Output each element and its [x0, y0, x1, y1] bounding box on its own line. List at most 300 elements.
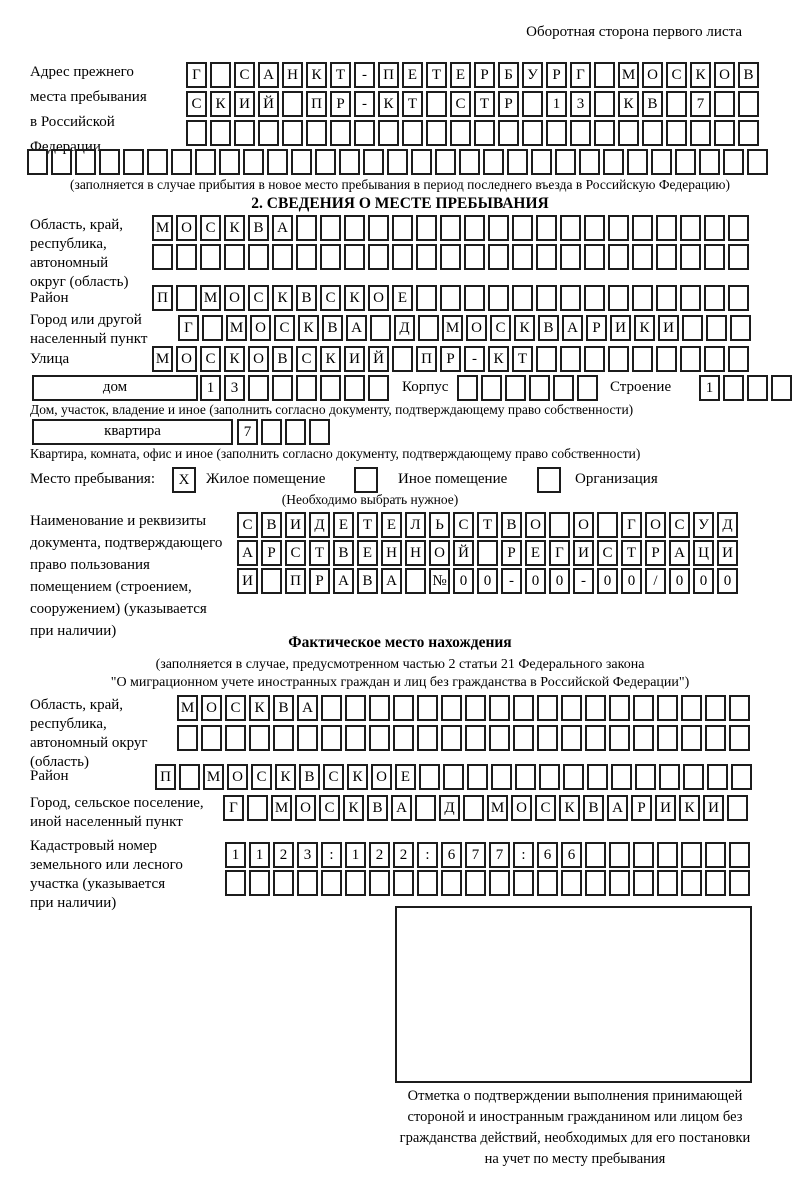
char-cell[interactable]	[457, 375, 478, 401]
char-cell[interactable]: 6	[537, 842, 558, 868]
char-cell[interactable]	[309, 419, 330, 445]
char-cell[interactable]	[297, 725, 318, 751]
char-cell[interactable]	[609, 695, 630, 721]
char-cell[interactable]: К	[224, 215, 245, 241]
char-cell[interactable]: В	[357, 568, 378, 594]
char-cell[interactable]	[570, 120, 591, 146]
char-cell[interactable]: Г	[549, 540, 570, 566]
char-cell[interactable]: Б	[498, 62, 519, 88]
char-cell[interactable]	[738, 91, 759, 117]
char-cell[interactable]	[563, 764, 584, 790]
char-cell[interactable]	[505, 375, 526, 401]
char-cell[interactable]	[675, 149, 696, 175]
char-cell[interactable]	[369, 695, 390, 721]
char-cell[interactable]: С	[666, 62, 687, 88]
char-cell[interactable]: К	[210, 91, 231, 117]
char-cell[interactable]	[363, 149, 384, 175]
char-cell[interactable]	[441, 725, 462, 751]
char-cell[interactable]: С	[285, 540, 306, 566]
char-cell[interactable]	[585, 842, 606, 868]
char-cell[interactable]: 7	[237, 419, 258, 445]
char-cell[interactable]	[539, 764, 560, 790]
char-cell[interactable]: Г	[186, 62, 207, 88]
char-cell[interactable]	[392, 244, 413, 270]
char-cell[interactable]	[512, 285, 533, 311]
char-cell[interactable]	[465, 695, 486, 721]
char-cell[interactable]: 1	[225, 842, 246, 868]
char-cell[interactable]	[368, 375, 389, 401]
char-cell[interactable]	[297, 870, 318, 896]
char-cell[interactable]	[680, 346, 701, 372]
char-cell[interactable]	[177, 725, 198, 751]
char-cell[interactable]: П	[285, 568, 306, 594]
char-cell[interactable]: О	[511, 795, 532, 821]
char-cell[interactable]	[225, 870, 246, 896]
char-cell[interactable]: 1	[249, 842, 270, 868]
char-cell[interactable]	[723, 375, 744, 401]
char-cell[interactable]: 1	[546, 91, 567, 117]
char-cell[interactable]	[609, 725, 630, 751]
char-cell[interactable]	[704, 215, 725, 241]
char-cell[interactable]	[536, 215, 557, 241]
char-cell[interactable]: С	[248, 285, 269, 311]
char-cell[interactable]	[344, 215, 365, 241]
char-cell[interactable]	[200, 244, 221, 270]
char-cell[interactable]: 3	[570, 91, 591, 117]
char-cell[interactable]	[186, 120, 207, 146]
char-cell[interactable]: Р	[645, 540, 666, 566]
char-cell[interactable]	[489, 870, 510, 896]
char-cell[interactable]: Е	[450, 62, 471, 88]
char-cell[interactable]: С	[200, 346, 221, 372]
char-cell[interactable]: К	[347, 764, 368, 790]
char-cell[interactable]: 0	[453, 568, 474, 594]
char-cell[interactable]: С	[453, 512, 474, 538]
char-cell[interactable]: С	[597, 540, 618, 566]
char-cell[interactable]	[219, 149, 240, 175]
char-cell[interactable]	[267, 149, 288, 175]
char-cell[interactable]: Р	[309, 568, 330, 594]
char-cell[interactable]	[179, 764, 200, 790]
char-cell[interactable]: В	[248, 215, 269, 241]
char-cell[interactable]	[489, 725, 510, 751]
char-cell[interactable]	[201, 725, 222, 751]
char-cell[interactable]	[176, 244, 197, 270]
char-cell[interactable]	[152, 244, 173, 270]
char-cell[interactable]	[651, 149, 672, 175]
char-cell[interactable]: 2	[393, 842, 414, 868]
char-cell[interactable]: Р	[546, 62, 567, 88]
char-cell[interactable]: А	[297, 695, 318, 721]
char-cell[interactable]	[690, 120, 711, 146]
char-cell[interactable]: 3	[224, 375, 245, 401]
char-cell[interactable]: В	[538, 315, 559, 341]
char-cell[interactable]	[515, 764, 536, 790]
char-cell[interactable]	[618, 120, 639, 146]
char-cell[interactable]: С	[274, 315, 295, 341]
char-cell[interactable]: Т	[477, 512, 498, 538]
char-cell[interactable]	[681, 842, 702, 868]
char-cell[interactable]	[657, 695, 678, 721]
char-cell[interactable]: 7	[489, 842, 510, 868]
char-cell[interactable]: К	[378, 91, 399, 117]
char-cell[interactable]	[488, 215, 509, 241]
char-cell[interactable]	[248, 244, 269, 270]
char-cell[interactable]: 0	[693, 568, 714, 594]
char-cell[interactable]	[632, 215, 653, 241]
char-cell[interactable]: 2	[369, 842, 390, 868]
char-cell[interactable]	[273, 870, 294, 896]
char-cell[interactable]	[417, 725, 438, 751]
char-cell[interactable]	[747, 375, 768, 401]
char-cell[interactable]	[99, 149, 120, 175]
char-cell[interactable]: О	[201, 695, 222, 721]
char-cell[interactable]	[320, 244, 341, 270]
char-cell[interactable]	[321, 695, 342, 721]
char-cell[interactable]: О	[227, 764, 248, 790]
char-cell[interactable]	[560, 285, 581, 311]
char-cell[interactable]	[609, 870, 630, 896]
char-cell[interactable]	[529, 375, 550, 401]
char-cell[interactable]	[728, 346, 749, 372]
char-cell[interactable]	[656, 285, 677, 311]
char-cell[interactable]: О	[248, 346, 269, 372]
char-cell[interactable]	[481, 375, 502, 401]
char-cell[interactable]	[417, 695, 438, 721]
char-cell[interactable]: Й	[258, 91, 279, 117]
char-cell[interactable]: С	[234, 62, 255, 88]
char-cell[interactable]: К	[344, 285, 365, 311]
char-cell[interactable]	[531, 149, 552, 175]
char-cell[interactable]: Р	[330, 91, 351, 117]
char-cell[interactable]	[258, 120, 279, 146]
char-cell[interactable]: 7	[465, 842, 486, 868]
char-cell[interactable]	[560, 244, 581, 270]
char-cell[interactable]: К	[679, 795, 700, 821]
char-cell[interactable]	[369, 870, 390, 896]
char-cell[interactable]	[512, 215, 533, 241]
char-cell[interactable]: /	[645, 568, 666, 594]
char-cell[interactable]: С	[320, 285, 341, 311]
char-cell[interactable]	[513, 725, 534, 751]
char-cell[interactable]: Е	[402, 62, 423, 88]
char-cell[interactable]: О	[250, 315, 271, 341]
char-cell[interactable]	[296, 375, 317, 401]
char-cell[interactable]	[594, 120, 615, 146]
char-cell[interactable]	[560, 215, 581, 241]
char-cell[interactable]: С	[200, 215, 221, 241]
char-cell[interactable]: М	[271, 795, 292, 821]
char-cell[interactable]	[405, 568, 426, 594]
char-cell[interactable]: В	[299, 764, 320, 790]
char-cell[interactable]	[546, 120, 567, 146]
char-cell[interactable]	[608, 285, 629, 311]
char-cell[interactable]	[681, 725, 702, 751]
char-cell[interactable]	[464, 215, 485, 241]
char-cell[interactable]	[587, 764, 608, 790]
char-cell[interactable]	[443, 764, 464, 790]
char-cell[interactable]: С	[296, 346, 317, 372]
char-cell[interactable]	[378, 120, 399, 146]
char-cell[interactable]	[659, 764, 680, 790]
char-cell[interactable]	[123, 149, 144, 175]
char-cell[interactable]: И	[655, 795, 676, 821]
char-cell[interactable]	[560, 346, 581, 372]
char-cell[interactable]: Д	[717, 512, 738, 538]
char-cell[interactable]	[594, 62, 615, 88]
char-cell[interactable]: О	[429, 540, 450, 566]
char-cell[interactable]	[344, 244, 365, 270]
char-cell[interactable]	[609, 842, 630, 868]
char-cell[interactable]: В	[296, 285, 317, 311]
char-cell[interactable]	[426, 91, 447, 117]
char-cell[interactable]	[440, 215, 461, 241]
char-cell[interactable]: С	[186, 91, 207, 117]
char-cell[interactable]	[417, 870, 438, 896]
char-cell[interactable]: А	[333, 568, 354, 594]
checkbox-other-premises[interactable]	[354, 467, 378, 493]
char-cell[interactable]	[272, 375, 293, 401]
char-cell[interactable]	[249, 870, 270, 896]
char-cell[interactable]: 3	[297, 842, 318, 868]
checkbox-residential[interactable]: X	[172, 467, 196, 493]
char-cell[interactable]	[705, 870, 726, 896]
char-cell[interactable]	[633, 725, 654, 751]
char-cell[interactable]: О	[645, 512, 666, 538]
char-cell[interactable]: М	[487, 795, 508, 821]
char-cell[interactable]: 1	[345, 842, 366, 868]
char-cell[interactable]: А	[381, 568, 402, 594]
char-cell[interactable]	[354, 120, 375, 146]
char-cell[interactable]	[657, 870, 678, 896]
char-cell[interactable]: Р	[261, 540, 282, 566]
char-cell[interactable]	[273, 725, 294, 751]
char-cell[interactable]	[608, 215, 629, 241]
char-cell[interactable]: С	[319, 795, 340, 821]
char-cell[interactable]	[248, 375, 269, 401]
char-cell[interactable]	[584, 285, 605, 311]
char-cell[interactable]	[450, 120, 471, 146]
char-cell[interactable]	[507, 149, 528, 175]
char-cell[interactable]: 6	[561, 842, 582, 868]
char-cell[interactable]: К	[559, 795, 580, 821]
char-cell[interactable]	[392, 215, 413, 241]
char-cell[interactable]: Ь	[429, 512, 450, 538]
char-cell[interactable]: В	[272, 346, 293, 372]
char-cell[interactable]: Н	[381, 540, 402, 566]
char-cell[interactable]: В	[501, 512, 522, 538]
char-cell[interactable]: К	[634, 315, 655, 341]
char-cell[interactable]	[247, 795, 268, 821]
char-cell[interactable]	[339, 149, 360, 175]
char-cell[interactable]	[522, 120, 543, 146]
char-cell[interactable]	[705, 842, 726, 868]
char-cell[interactable]: И	[703, 795, 724, 821]
char-cell[interactable]	[584, 215, 605, 241]
char-cell[interactable]	[296, 244, 317, 270]
char-cell[interactable]	[176, 285, 197, 311]
char-cell[interactable]	[393, 870, 414, 896]
char-cell[interactable]	[315, 149, 336, 175]
char-cell[interactable]: 1	[699, 375, 720, 401]
char-cell[interactable]	[368, 215, 389, 241]
char-cell[interactable]: Й	[368, 346, 389, 372]
char-cell[interactable]: К	[690, 62, 711, 88]
char-cell[interactable]: Д	[439, 795, 460, 821]
char-cell[interactable]	[387, 149, 408, 175]
char-cell[interactable]: Т	[621, 540, 642, 566]
char-cell[interactable]	[728, 215, 749, 241]
char-cell[interactable]	[635, 764, 656, 790]
char-cell[interactable]: С	[225, 695, 246, 721]
char-cell[interactable]	[27, 149, 48, 175]
char-cell[interactable]	[585, 695, 606, 721]
char-cell[interactable]	[464, 244, 485, 270]
char-cell[interactable]: О	[525, 512, 546, 538]
char-cell[interactable]: Р	[631, 795, 652, 821]
char-cell[interactable]: 0	[549, 568, 570, 594]
char-cell[interactable]: И	[344, 346, 365, 372]
char-cell[interactable]: М	[177, 695, 198, 721]
char-cell[interactable]: О	[176, 215, 197, 241]
char-cell[interactable]	[585, 725, 606, 751]
char-cell[interactable]: Е	[392, 285, 413, 311]
char-cell[interactable]: И	[234, 91, 255, 117]
char-cell[interactable]	[435, 149, 456, 175]
char-cell[interactable]: -	[354, 91, 375, 117]
char-cell[interactable]	[536, 244, 557, 270]
char-cell[interactable]: В	[333, 540, 354, 566]
char-cell[interactable]	[608, 244, 629, 270]
char-cell[interactable]	[483, 149, 504, 175]
char-cell[interactable]: 0	[717, 568, 738, 594]
char-cell[interactable]: Т	[402, 91, 423, 117]
char-cell[interactable]	[729, 725, 750, 751]
char-cell[interactable]	[419, 764, 440, 790]
char-cell[interactable]: К	[343, 795, 364, 821]
char-cell[interactable]: В	[322, 315, 343, 341]
char-cell[interactable]	[714, 120, 735, 146]
char-cell[interactable]: В	[261, 512, 282, 538]
char-cell[interactable]: О	[224, 285, 245, 311]
char-cell[interactable]: М	[200, 285, 221, 311]
char-cell[interactable]	[440, 244, 461, 270]
char-cell[interactable]	[320, 215, 341, 241]
char-cell[interactable]: :	[321, 842, 342, 868]
char-cell[interactable]	[440, 285, 461, 311]
char-cell[interactable]	[555, 149, 576, 175]
char-cell[interactable]: 0	[621, 568, 642, 594]
char-cell[interactable]	[210, 62, 231, 88]
char-cell[interactable]	[680, 215, 701, 241]
char-cell[interactable]	[488, 285, 509, 311]
char-cell[interactable]: К	[306, 62, 327, 88]
char-cell[interactable]: Г	[570, 62, 591, 88]
char-cell[interactable]	[704, 244, 725, 270]
char-cell[interactable]: О	[466, 315, 487, 341]
char-cell[interactable]	[426, 120, 447, 146]
char-cell[interactable]: М	[152, 215, 173, 241]
char-cell[interactable]	[416, 244, 437, 270]
char-cell[interactable]	[224, 244, 245, 270]
char-cell[interactable]: О	[642, 62, 663, 88]
char-cell[interactable]	[491, 764, 512, 790]
char-cell[interactable]: Е	[333, 512, 354, 538]
char-cell[interactable]: Т	[512, 346, 533, 372]
char-cell[interactable]	[666, 91, 687, 117]
char-cell[interactable]	[474, 120, 495, 146]
char-cell[interactable]: С	[535, 795, 556, 821]
char-cell[interactable]	[477, 540, 498, 566]
char-cell[interactable]: Н	[405, 540, 426, 566]
char-cell[interactable]: А	[607, 795, 628, 821]
char-cell[interactable]: К	[618, 91, 639, 117]
char-cell[interactable]: Г	[178, 315, 199, 341]
char-cell[interactable]	[344, 375, 365, 401]
char-cell[interactable]	[513, 695, 534, 721]
char-cell[interactable]	[536, 285, 557, 311]
char-cell[interactable]	[594, 91, 615, 117]
char-cell[interactable]	[666, 120, 687, 146]
char-cell[interactable]	[285, 419, 306, 445]
char-cell[interactable]	[730, 315, 751, 341]
char-cell[interactable]	[202, 315, 223, 341]
char-cell[interactable]	[321, 870, 342, 896]
char-cell[interactable]: М	[226, 315, 247, 341]
char-cell[interactable]: А	[272, 215, 293, 241]
char-cell[interactable]: А	[258, 62, 279, 88]
char-cell[interactable]	[682, 315, 703, 341]
char-cell[interactable]	[561, 695, 582, 721]
char-cell[interactable]: С	[251, 764, 272, 790]
char-cell[interactable]: Т	[357, 512, 378, 538]
char-cell[interactable]: К	[272, 285, 293, 311]
char-cell[interactable]: П	[378, 62, 399, 88]
char-cell[interactable]	[463, 795, 484, 821]
char-cell[interactable]	[680, 244, 701, 270]
char-cell[interactable]: В	[367, 795, 388, 821]
char-cell[interactable]: К	[298, 315, 319, 341]
char-cell[interactable]	[441, 870, 462, 896]
char-cell[interactable]	[727, 795, 748, 821]
char-cell[interactable]: К	[249, 695, 270, 721]
char-cell[interactable]	[608, 346, 629, 372]
char-cell[interactable]	[723, 149, 744, 175]
char-cell[interactable]: Р	[474, 62, 495, 88]
char-cell[interactable]	[771, 375, 792, 401]
char-cell[interactable]: С	[450, 91, 471, 117]
char-cell[interactable]: 0	[669, 568, 690, 594]
char-cell[interactable]	[249, 725, 270, 751]
char-cell[interactable]: Г	[223, 795, 244, 821]
char-cell[interactable]	[728, 285, 749, 311]
char-cell[interactable]: Ц	[693, 540, 714, 566]
char-cell[interactable]: П	[306, 91, 327, 117]
char-cell[interactable]: М	[203, 764, 224, 790]
char-cell[interactable]	[731, 764, 752, 790]
char-cell[interactable]	[656, 215, 677, 241]
char-cell[interactable]	[642, 120, 663, 146]
char-cell[interactable]: К	[488, 346, 509, 372]
char-cell[interactable]	[330, 120, 351, 146]
char-cell[interactable]	[392, 346, 413, 372]
char-cell[interactable]	[369, 725, 390, 751]
char-cell[interactable]: 0	[525, 568, 546, 594]
char-cell[interactable]: И	[285, 512, 306, 538]
char-cell[interactable]: А	[237, 540, 258, 566]
char-cell[interactable]: М	[152, 346, 173, 372]
char-cell[interactable]	[345, 870, 366, 896]
